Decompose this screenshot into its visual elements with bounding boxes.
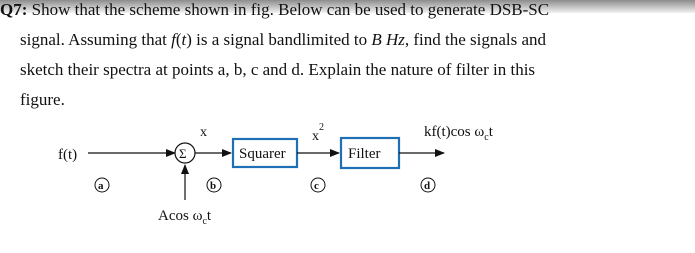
output-label: kf(t)cos $\omega_ct$ bbox=[424, 124, 493, 143]
point-d-marker bbox=[421, 178, 435, 192]
input-label: f(t) bbox=[58, 147, 78, 163]
question-text bbox=[0, 0, 690, 115]
carrier-label: Acos $\omega_ct$ bbox=[158, 208, 212, 227]
point-b-marker bbox=[207, 178, 221, 192]
square-label: x bbox=[312, 129, 319, 144]
line2-part-d: , find the signals and bbox=[404, 30, 547, 49]
question-line-1 bbox=[0, 0, 690, 25]
block-diagram bbox=[0, 110, 695, 253]
svg-text:b: b bbox=[210, 180, 217, 192]
svg-text:d: d bbox=[424, 180, 431, 192]
point-a-marker bbox=[95, 178, 109, 192]
squarer-label: Squarer bbox=[239, 146, 286, 162]
line2-bandwidth: B Hz bbox=[371, 30, 405, 49]
question-line-4: figure. bbox=[20, 90, 65, 109]
line2-part-a: signal. Assuming that bbox=[20, 30, 172, 49]
line2-part-b: ( bbox=[175, 30, 182, 49]
question-line-3: sketch their spectra at points a, b, c and d. Explain the nature of filter in this bbox=[20, 60, 536, 79]
line2-f: f bbox=[171, 30, 176, 49]
summer-symbol: Σ bbox=[179, 146, 187, 161]
question-line-1-text: Show that the scheme shown in fig. Below can be used to generate DSB-SC bbox=[31, 0, 550, 19]
question-number: Q7: bbox=[0, 0, 28, 19]
question-line-2 bbox=[0, 25, 690, 55]
svg-text:a: a bbox=[98, 180, 104, 192]
line2-part-c: ) is a signal bandlimited to bbox=[186, 30, 372, 49]
square-exponent: 2 bbox=[319, 122, 324, 133]
point-c-marker bbox=[311, 178, 325, 192]
filter-label: Filter bbox=[348, 146, 381, 162]
svg-text:c: c bbox=[314, 180, 319, 192]
line2-t: t bbox=[181, 30, 187, 49]
multiply-label: x bbox=[200, 125, 207, 140]
